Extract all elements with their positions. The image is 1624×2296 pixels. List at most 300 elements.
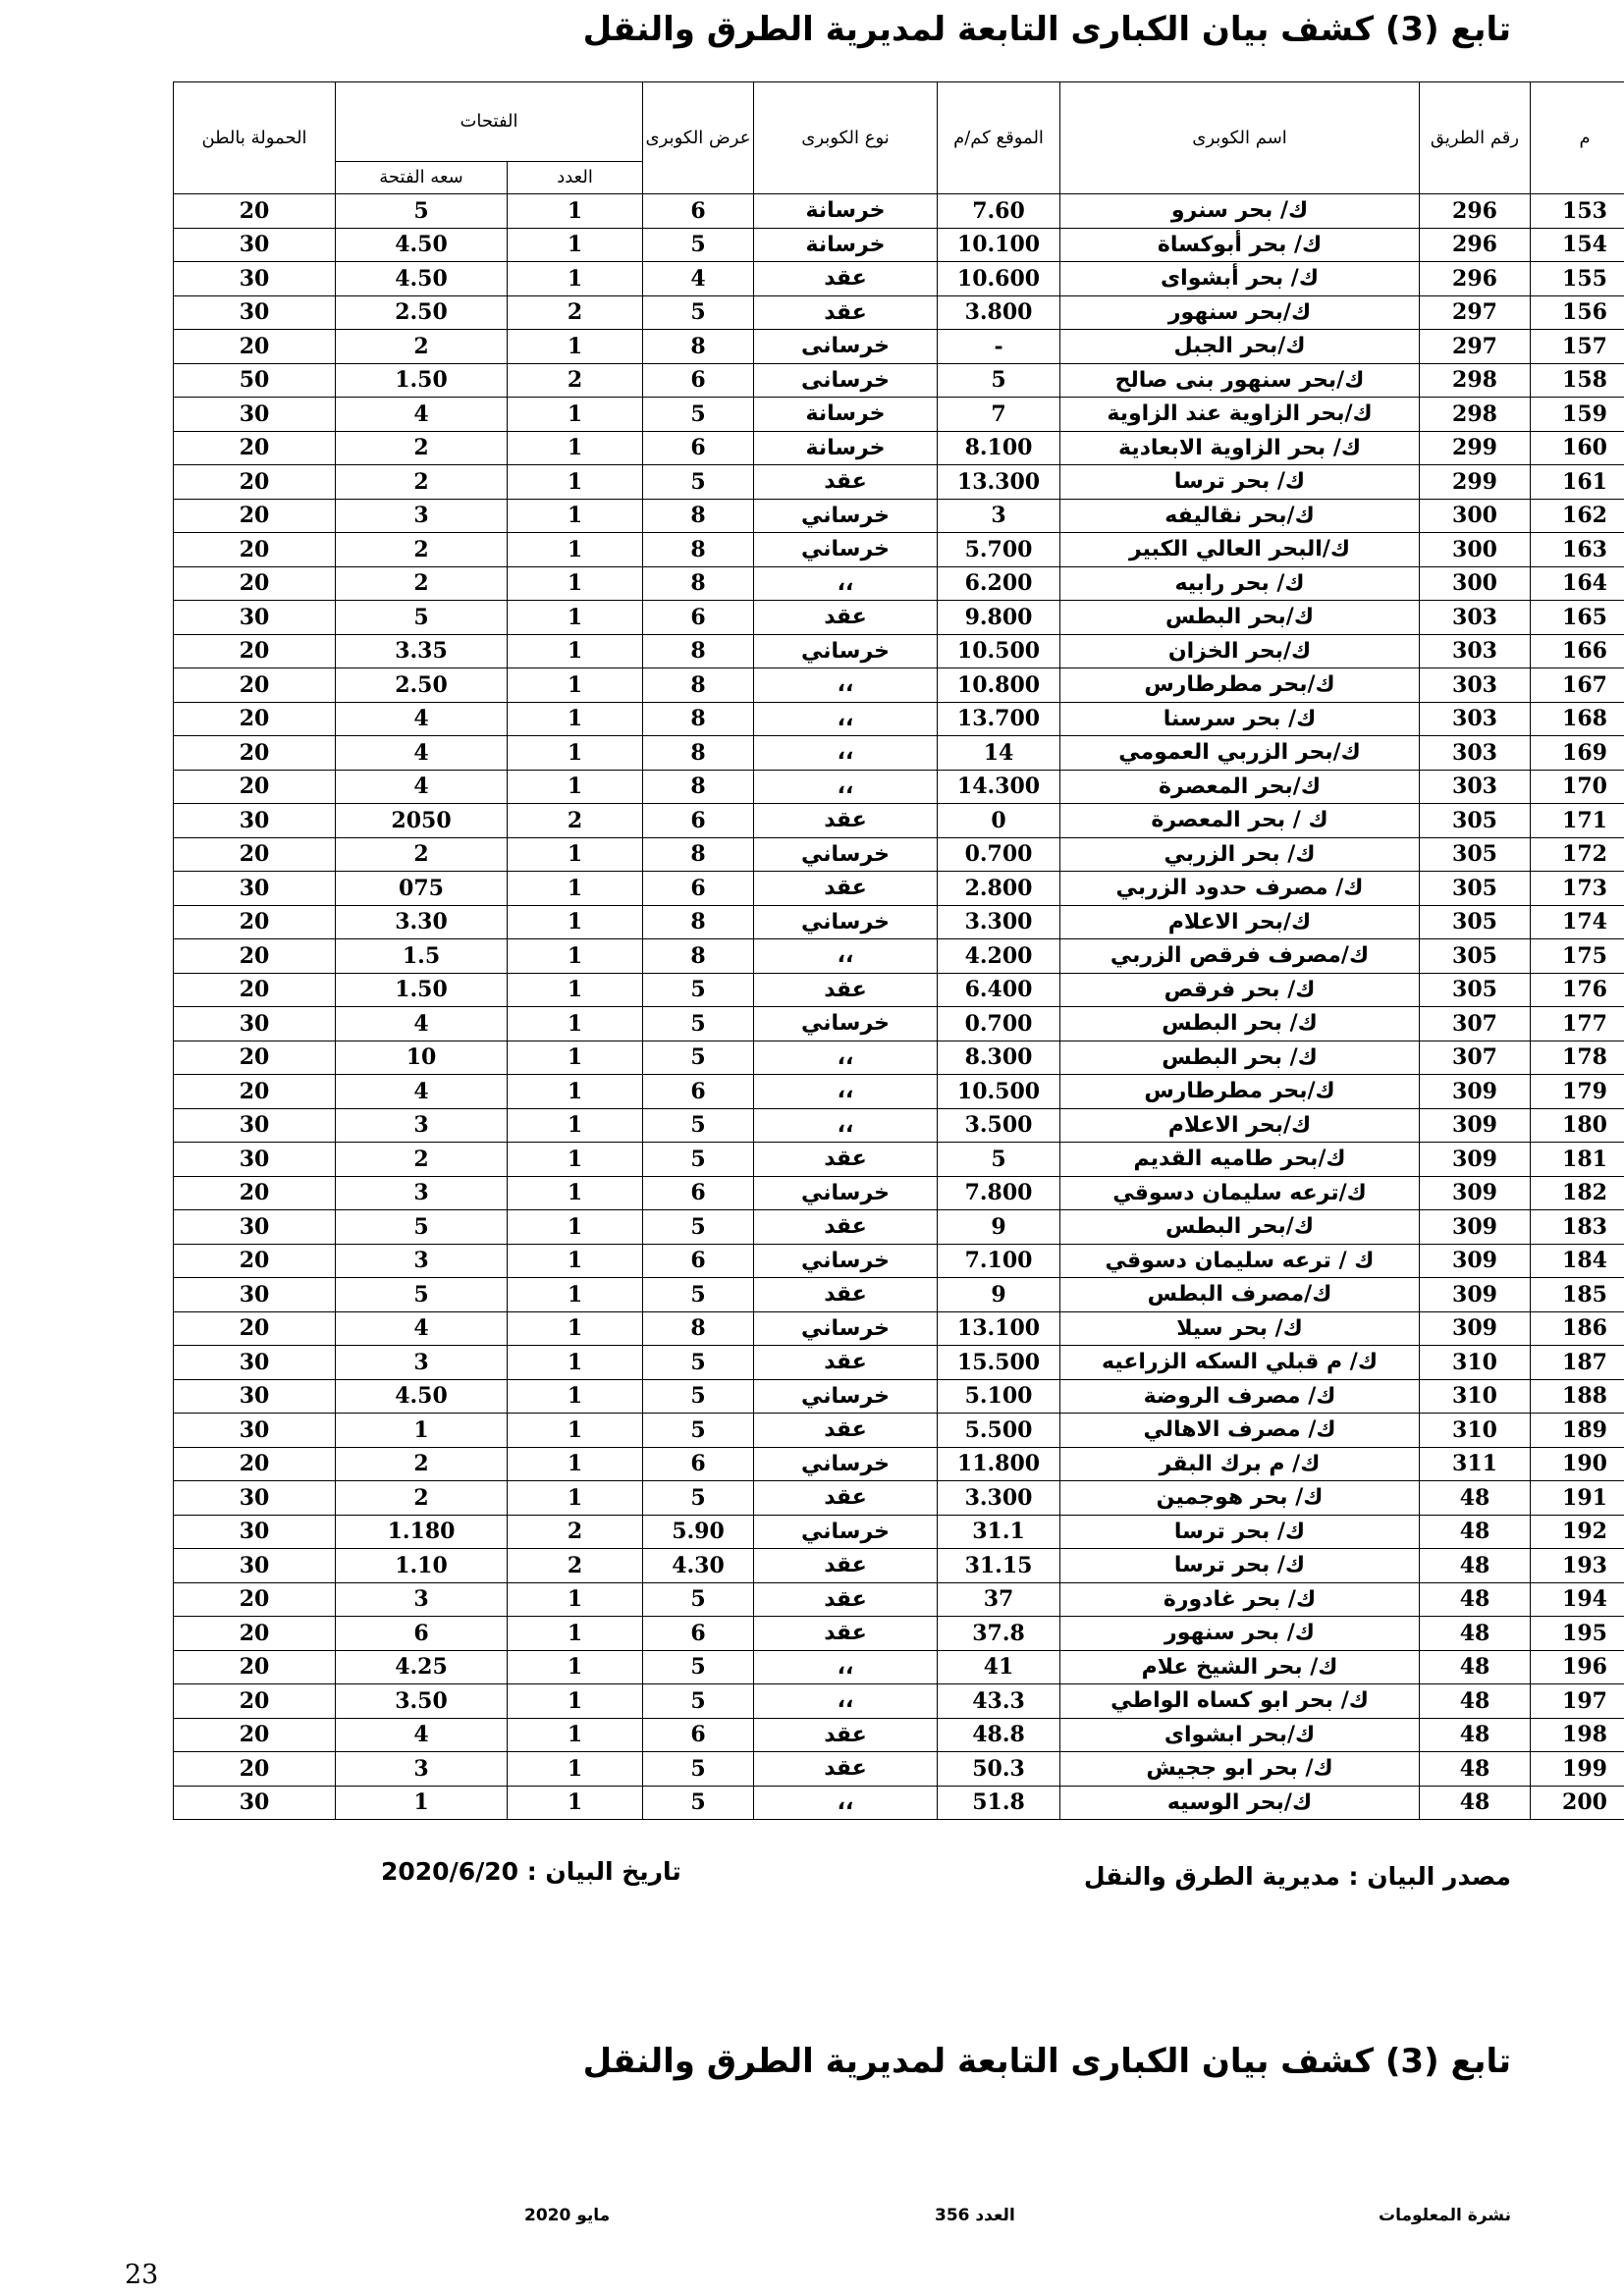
bridge-name-cell: ك/بحر طاميه القديم [1060, 1143, 1420, 1177]
row-number-cell: 187 [1531, 1346, 1624, 1380]
opening-span-cell: 4 [336, 1311, 508, 1346]
table-row [174, 634, 1624, 668]
table-row [174, 1414, 1624, 1448]
bridge-type-cell: عقد [754, 1278, 938, 1312]
openings-count-cell: 1 [508, 1075, 643, 1109]
openings-count-cell: 1 [508, 194, 643, 229]
road-number-cell: 303 [1420, 770, 1531, 804]
bridge-name-cell: ك/بحر مطرطارس [1060, 668, 1420, 703]
bridge-type-cell: ،، [754, 1684, 938, 1719]
row-number-cell: 156 [1531, 295, 1624, 330]
load-tons-cell: 20 [174, 1176, 336, 1210]
openings-count-cell: 1 [508, 262, 643, 296]
row-number-cell: 176 [1531, 973, 1624, 1007]
opening-span-cell: 1.10 [336, 1549, 508, 1583]
load-tons-cell: 30 [174, 1786, 336, 1820]
openings-count-cell: 1 [508, 1786, 643, 1820]
road-number-cell: 48 [1420, 1650, 1531, 1684]
bridge-type-cell: عقد [754, 1143, 938, 1177]
bridge-width-cell: 5 [643, 1786, 754, 1820]
road-number-cell: 303 [1420, 736, 1531, 771]
bridge-width-cell: 5 [643, 1752, 754, 1787]
header-row-no: م [1531, 82, 1624, 194]
table-row [174, 804, 1624, 838]
bridge-name-cell: ك/ بحر ترسا [1060, 1515, 1420, 1549]
openings-count-cell: 1 [508, 601, 643, 635]
bridge-width-cell: 6 [643, 601, 754, 635]
opening-span-cell: 3 [336, 1176, 508, 1210]
road-number-cell: 48 [1420, 1718, 1531, 1752]
load-tons-cell: 20 [174, 431, 336, 465]
row-number-cell: 195 [1531, 1617, 1624, 1651]
road-number-cell: 300 [1420, 499, 1531, 533]
bridge-width-cell: 5 [643, 1379, 754, 1414]
table-row [174, 1786, 1624, 1820]
location-cell: 3 [938, 499, 1060, 533]
opening-span-cell: 5 [336, 601, 508, 635]
bridge-name-cell: ك/بحر سنهور بنى صالح [1060, 363, 1420, 398]
road-number-cell: 298 [1420, 398, 1531, 432]
bridge-width-cell: 5 [643, 295, 754, 330]
location-cell: - [938, 330, 1060, 364]
openings-count-cell: 2 [508, 804, 643, 838]
road-number-cell: 309 [1420, 1108, 1531, 1143]
load-tons-cell: 30 [174, 1515, 336, 1549]
road-number-cell: 309 [1420, 1210, 1531, 1245]
load-tons-cell: 20 [174, 702, 336, 736]
row-number-cell: 193 [1531, 1549, 1624, 1583]
load-tons-cell: 50 [174, 363, 336, 398]
row-number-cell: 175 [1531, 939, 1624, 974]
bridge-name-cell: ك/ بحر الشيخ علام [1060, 1650, 1420, 1684]
table-body [174, 194, 1624, 1820]
road-number-cell: 48 [1420, 1752, 1531, 1787]
load-tons-cell: 30 [174, 1278, 336, 1312]
header-road-no: رقم الطريق [1420, 82, 1531, 194]
opening-span-cell: 4 [336, 770, 508, 804]
openings-count-cell: 2 [508, 363, 643, 398]
bridge-width-cell: 5 [643, 228, 754, 262]
issue-date: مايو 2020 [524, 2206, 611, 2225]
table-row [174, 668, 1624, 703]
row-number-cell: 158 [1531, 363, 1624, 398]
opening-span-cell: 10 [336, 1041, 508, 1075]
bridge-name-cell: ك/ بحر ترسا [1060, 1549, 1420, 1583]
row-number-cell: 166 [1531, 634, 1624, 668]
load-tons-cell: 30 [174, 1379, 336, 1414]
bridge-type-cell: خرساني [754, 1311, 938, 1346]
road-number-cell: 309 [1420, 1176, 1531, 1210]
bridge-type-cell: عقد [754, 1718, 938, 1752]
location-cell: 0.700 [938, 1007, 1060, 1041]
load-tons-cell: 20 [174, 1684, 336, 1719]
opening-span-cell: 4.50 [336, 262, 508, 296]
table-row [174, 702, 1624, 736]
table-row [174, 228, 1624, 262]
table-row [174, 1210, 1624, 1245]
road-number-cell: 305 [1420, 837, 1531, 872]
bridge-type-cell: عقد [754, 1414, 938, 1448]
opening-span-cell: 2 [336, 431, 508, 465]
opening-span-cell: 2 [336, 330, 508, 364]
bridge-name-cell: ك / ترعه سليمان دسوقي [1060, 1244, 1420, 1278]
bridge-name-cell: ك/ بحر غادورة [1060, 1582, 1420, 1617]
location-cell: 10.500 [938, 634, 1060, 668]
load-tons-cell: 20 [174, 1311, 336, 1346]
load-tons-cell: 30 [174, 295, 336, 330]
bridge-width-cell: 5 [643, 465, 754, 500]
table-row [174, 194, 1624, 229]
header-bridge-width: عرض الكوبرى [643, 82, 754, 194]
header-opening-span: سعه الفتحة [336, 162, 508, 194]
openings-count-cell: 1 [508, 736, 643, 771]
bridge-type-cell: عقد [754, 1752, 938, 1787]
bridge-type-cell: عقد [754, 872, 938, 906]
row-number-cell: 177 [1531, 1007, 1624, 1041]
opening-span-cell: 1.50 [336, 973, 508, 1007]
load-tons-cell: 20 [174, 736, 336, 771]
opening-span-cell: 3 [336, 1108, 508, 1143]
row-number-cell: 182 [1531, 1176, 1624, 1210]
bridges-table [173, 81, 1624, 1820]
road-number-cell: 48 [1420, 1582, 1531, 1617]
openings-count-cell: 1 [508, 499, 643, 533]
load-tons-cell: 30 [174, 1549, 336, 1583]
load-tons-cell: 20 [174, 1752, 336, 1787]
row-number-cell: 183 [1531, 1210, 1624, 1245]
road-number-cell: 300 [1420, 566, 1531, 601]
table-row [174, 262, 1624, 296]
bridge-name-cell: ك/ بحر سنرو [1060, 194, 1420, 229]
table-row [174, 1582, 1624, 1617]
bridge-name-cell: ك/بحر ابشواى [1060, 1718, 1420, 1752]
bridge-name-cell: ك/مصرف البطس [1060, 1278, 1420, 1312]
openings-count-cell: 1 [508, 905, 643, 939]
bridge-name-cell: ك/ بحر فرقص [1060, 973, 1420, 1007]
load-tons-cell: 20 [174, 634, 336, 668]
bridge-name-cell: ك/بحر سنهور [1060, 295, 1420, 330]
row-number-cell: 196 [1531, 1650, 1624, 1684]
bridge-width-cell: 8 [643, 939, 754, 974]
road-number-cell: 309 [1420, 1075, 1531, 1109]
table-row [174, 939, 1624, 974]
location-cell: 15.500 [938, 1346, 1060, 1380]
load-tons-cell: 30 [174, 1346, 336, 1380]
location-cell: 7.100 [938, 1244, 1060, 1278]
openings-count-cell: 2 [508, 295, 643, 330]
location-cell: 37.8 [938, 1617, 1060, 1651]
table-row [174, 499, 1624, 533]
bridge-type-cell: عقد [754, 1617, 938, 1651]
table-row [174, 1549, 1624, 1583]
openings-count-cell: 1 [508, 398, 643, 432]
openings-count-cell: 1 [508, 939, 643, 974]
bridge-name-cell: ك/ بحر البطس [1060, 1007, 1420, 1041]
footer-title: تابع (3) كشف بيان الكبارى التابعة لمديرية الطرق والنقل [582, 2042, 1511, 2081]
row-number-cell: 184 [1531, 1244, 1624, 1278]
load-tons-cell: 20 [174, 973, 336, 1007]
location-cell: 10.500 [938, 1075, 1060, 1109]
row-number-cell: 167 [1531, 668, 1624, 703]
openings-count-cell: 1 [508, 1414, 643, 1448]
bridge-width-cell: 5 [643, 1108, 754, 1143]
bridge-type-cell: عقد [754, 295, 938, 330]
load-tons-cell: 30 [174, 1143, 336, 1177]
bridge-type-cell: خرسانى [754, 363, 938, 398]
bridge-name-cell: ك/ بحر أبوكساة [1060, 228, 1420, 262]
load-tons-cell: 20 [174, 1617, 336, 1651]
row-number-cell: 172 [1531, 837, 1624, 872]
bridge-name-cell: ك/البحر العالي الكبير [1060, 533, 1420, 567]
row-number-cell: 159 [1531, 398, 1624, 432]
location-cell: 5.100 [938, 1379, 1060, 1414]
load-tons-cell: 30 [174, 872, 336, 906]
openings-count-cell: 1 [508, 228, 643, 262]
table-row [174, 295, 1624, 330]
road-number-cell: 296 [1420, 262, 1531, 296]
header-openings-count: العدد [508, 162, 643, 194]
load-tons-cell: 20 [174, 1244, 336, 1278]
table-row [174, 1481, 1624, 1516]
opening-span-cell: 3.35 [336, 634, 508, 668]
bridge-name-cell: ك/بحر البطس [1060, 601, 1420, 635]
location-cell: 0.700 [938, 837, 1060, 872]
bridge-type-cell: عقد [754, 1210, 938, 1245]
bridge-width-cell: 8 [643, 736, 754, 771]
location-cell: 48.8 [938, 1718, 1060, 1752]
location-cell: 4.200 [938, 939, 1060, 974]
row-number-cell: 189 [1531, 1414, 1624, 1448]
road-number-cell: 305 [1420, 872, 1531, 906]
openings-count-cell: 1 [508, 837, 643, 872]
bridge-width-cell: 6 [643, 872, 754, 906]
road-number-cell: 48 [1420, 1549, 1531, 1583]
row-number-cell: 165 [1531, 601, 1624, 635]
location-cell: 9.800 [938, 601, 1060, 635]
road-number-cell: 303 [1420, 668, 1531, 703]
bridge-name-cell: ك/مصرف فرقص الزربي [1060, 939, 1420, 974]
load-tons-cell: 20 [174, 770, 336, 804]
opening-span-cell: 5 [336, 194, 508, 229]
load-tons-cell: 20 [174, 566, 336, 601]
bridge-name-cell: ك/ بحر الزربي [1060, 837, 1420, 872]
table-row [174, 431, 1624, 465]
header-bridge-name: اسم الكوبرى [1060, 82, 1420, 194]
road-number-cell: 305 [1420, 973, 1531, 1007]
road-number-cell: 48 [1420, 1481, 1531, 1516]
location-cell: 8.100 [938, 431, 1060, 465]
bridge-width-cell: 5.90 [643, 1515, 754, 1549]
row-number-cell: 164 [1531, 566, 1624, 601]
table-row [174, 736, 1624, 771]
load-tons-cell: 30 [174, 1481, 336, 1516]
bridge-name-cell: ك/ بحر رابيه [1060, 566, 1420, 601]
road-number-cell: 303 [1420, 702, 1531, 736]
load-tons-cell: 30 [174, 601, 336, 635]
bridge-name-cell: ك/بحر المعصرة [1060, 770, 1420, 804]
road-number-cell: 310 [1420, 1346, 1531, 1380]
opening-span-cell: 4.50 [336, 1379, 508, 1414]
row-number-cell: 173 [1531, 872, 1624, 906]
road-number-cell: 310 [1420, 1379, 1531, 1414]
page-number: 23 [125, 2260, 159, 2290]
bridge-name-cell: ك/ترعه سليمان دسوقي [1060, 1176, 1420, 1210]
bridge-width-cell: 5 [643, 1481, 754, 1516]
bridge-type-cell: خرساني [754, 1007, 938, 1041]
bridge-type-cell: خرسانة [754, 228, 938, 262]
road-number-cell: 309 [1420, 1244, 1531, 1278]
load-tons-cell: 20 [174, 905, 336, 939]
publication-name: نشرة المعلومات [1378, 2206, 1511, 2225]
load-tons-cell: 30 [174, 1414, 336, 1448]
bridge-width-cell: 5 [643, 973, 754, 1007]
table-row [174, 1718, 1624, 1752]
bridge-width-cell: 8 [643, 668, 754, 703]
opening-span-cell: 2050 [336, 804, 508, 838]
bridge-name-cell: ك/بحر الاعلام [1060, 1108, 1420, 1143]
load-tons-cell: 20 [174, 939, 336, 974]
road-number-cell: 299 [1420, 465, 1531, 500]
table-row [174, 872, 1624, 906]
location-cell: 13.700 [938, 702, 1060, 736]
opening-span-cell: 3.50 [336, 1684, 508, 1719]
bridge-type-cell: خرساني [754, 837, 938, 872]
openings-count-cell: 1 [508, 1752, 643, 1787]
bridge-type-cell: خرساني [754, 1379, 938, 1414]
opening-span-cell: 2 [336, 1481, 508, 1516]
openings-count-cell: 1 [508, 1346, 643, 1380]
bridge-width-cell: 8 [643, 566, 754, 601]
bridge-type-cell: خرسانة [754, 398, 938, 432]
location-cell: 6.200 [938, 566, 1060, 601]
location-cell: 41 [938, 1650, 1060, 1684]
road-number-cell: 305 [1420, 939, 1531, 974]
opening-span-cell: 4 [336, 398, 508, 432]
location-cell: 14.300 [938, 770, 1060, 804]
location-cell: 5 [938, 1143, 1060, 1177]
bridge-width-cell: 5 [643, 1278, 754, 1312]
table-row [174, 1041, 1624, 1075]
row-number-cell: 194 [1531, 1582, 1624, 1617]
load-tons-cell: 20 [174, 194, 336, 229]
table-row [174, 905, 1624, 939]
table-row [174, 1311, 1624, 1346]
bridge-type-cell: ،، [754, 668, 938, 703]
opening-span-cell: 3 [336, 1244, 508, 1278]
road-number-cell: 297 [1420, 330, 1531, 364]
openings-count-cell: 1 [508, 1379, 643, 1414]
row-number-cell: 181 [1531, 1143, 1624, 1177]
row-number-cell: 155 [1531, 262, 1624, 296]
opening-span-cell: 5 [336, 1210, 508, 1245]
load-tons-cell: 20 [174, 1718, 336, 1752]
opening-span-cell: 6 [336, 1617, 508, 1651]
bridge-type-cell: خرساني [754, 1447, 938, 1481]
load-tons-cell: 30 [174, 262, 336, 296]
load-tons-cell: 30 [174, 804, 336, 838]
location-cell: 31.1 [938, 1515, 1060, 1549]
openings-count-cell: 1 [508, 634, 643, 668]
table-row [174, 566, 1624, 601]
source-note: مصدر البيان : مديرية الطرق والنقل [1083, 1862, 1511, 1891]
bridge-name-cell: ك/ بحر سيلا [1060, 1311, 1420, 1346]
table-row [174, 1278, 1624, 1312]
table-row [174, 1447, 1624, 1481]
table-row [174, 770, 1624, 804]
openings-count-cell: 1 [508, 1244, 643, 1278]
bridge-type-cell: ،، [754, 939, 938, 974]
bridge-type-cell: عقد [754, 804, 938, 838]
bridge-width-cell: 5 [643, 1210, 754, 1245]
load-tons-cell: 30 [174, 1007, 336, 1041]
opening-span-cell: 2 [336, 1447, 508, 1481]
road-number-cell: 307 [1420, 1007, 1531, 1041]
opening-span-cell: 4.25 [336, 1650, 508, 1684]
road-number-cell: 307 [1420, 1041, 1531, 1075]
bridge-name-cell: ك/ مصرف حدود الزربي [1060, 872, 1420, 906]
row-number-cell: 174 [1531, 905, 1624, 939]
road-number-cell: 300 [1420, 533, 1531, 567]
table-row [174, 1176, 1624, 1210]
openings-count-cell: 1 [508, 973, 643, 1007]
bridge-width-cell: 4.30 [643, 1549, 754, 1583]
bridge-width-cell: 8 [643, 837, 754, 872]
location-cell: 5 [938, 363, 1060, 398]
bridge-type-cell: ،، [754, 566, 938, 601]
location-cell: 8.300 [938, 1041, 1060, 1075]
opening-span-cell: 075 [336, 872, 508, 906]
row-number-cell: 163 [1531, 533, 1624, 567]
row-number-cell: 198 [1531, 1718, 1624, 1752]
opening-span-cell: 1.5 [336, 939, 508, 974]
bridge-width-cell: 6 [643, 1617, 754, 1651]
location-cell: 3.300 [938, 905, 1060, 939]
location-cell: 3.800 [938, 295, 1060, 330]
bridge-width-cell: 8 [643, 702, 754, 736]
opening-span-cell: 4 [336, 1007, 508, 1041]
opening-span-cell: 3 [336, 499, 508, 533]
bridge-width-cell: 8 [643, 1311, 754, 1346]
location-cell: 3.500 [938, 1108, 1060, 1143]
bridge-width-cell: 6 [643, 431, 754, 465]
opening-span-cell: 4.50 [336, 228, 508, 262]
bridge-name-cell: ك/ بحر سنهور [1060, 1617, 1420, 1651]
row-number-cell: 190 [1531, 1447, 1624, 1481]
road-number-cell: 303 [1420, 601, 1531, 635]
bridge-type-cell: عقد [754, 1346, 938, 1380]
bridge-name-cell: ك/ مصرف الاهالي [1060, 1414, 1420, 1448]
openings-count-cell: 1 [508, 872, 643, 906]
bridge-width-cell: 5 [643, 1650, 754, 1684]
issue-number: العدد 356 [935, 2206, 1015, 2225]
opening-span-cell: 2 [336, 566, 508, 601]
load-tons-cell: 20 [174, 1650, 336, 1684]
bridge-type-cell: عقد [754, 1549, 938, 1583]
openings-count-cell: 1 [508, 702, 643, 736]
location-cell: 7.60 [938, 194, 1060, 229]
bridge-width-cell: 5 [643, 1684, 754, 1719]
opening-span-cell: 4 [336, 736, 508, 771]
table-row [174, 1007, 1624, 1041]
bridge-width-cell: 6 [643, 1075, 754, 1109]
bridge-width-cell: 4 [643, 262, 754, 296]
bridge-width-cell: 5 [643, 398, 754, 432]
bridge-type-cell: ،، [754, 1075, 938, 1109]
table-row [174, 1650, 1624, 1684]
opening-span-cell: 1 [336, 1786, 508, 1820]
opening-span-cell: 3 [336, 1346, 508, 1380]
bridge-name-cell: ك/بحر نقاليفه [1060, 499, 1420, 533]
